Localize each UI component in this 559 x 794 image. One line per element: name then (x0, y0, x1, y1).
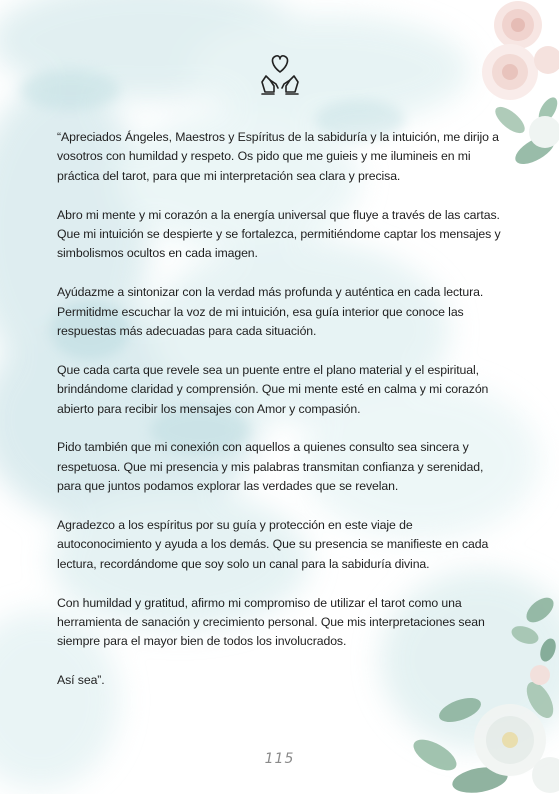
paragraph: Pido también que mi conexión con aquellos a quienes consulto sea sincera y respetuosa. Que mi presencia y mis palabras transmitan confianza y serenidad, para que juntos podamos explorar las verdades que se revelan. (57, 440, 484, 494)
paragraph: Ayúdazme a sintonizar con la verdad más profunda y auténtica en cada lectura. Permitidme escuchar la voz de mi intuición, esa guía interior que conoce las respuestas más adecuadas para cada situación. (57, 285, 484, 339)
paragraph: Con humildad y gratitud, afirmo mi compromiso de utilizar el tarot como una herramienta de sanación y crecimiento personal. Que mis interpretaciones sean siempre para el mayor bien de todos los involucrados. (57, 595, 485, 649)
paragraph: Que cada carta que revele sea un puente entre el plano material y el espiritual, brindándome claridad y comprensión. Que mi mente esté en calma y mi corazón abierto para recibir los mensajes con Amor y compasión. (57, 362, 489, 416)
prayer-text (57, 128, 505, 710)
paragraph: “Apreciados Ángeles, Maestros y Espíritus de la sabiduría y la intuición, me dirijo a vosotros con humildad y respeto. Os pido que me guieis y me ilumineis en mi práctica del tarot, para que mi interpretación sea clara y precisa. (57, 130, 499, 183)
heart-in-hands-icon (256, 50, 304, 98)
page-number: 115 (264, 751, 295, 767)
paragraph: Así sea”. (57, 673, 105, 688)
paragraph: Abro mi mente y mi corazón a la energía universal que fluye a través de las cartas. Que mi intuición se despierte y se fortalezca, permitiéndome captar los mensajes y simbolismos ocultos en cada imagen. (57, 207, 501, 261)
paragraph: Agradezco a los espíritus por su guía y protección en este viaje de autoconocimiento y ayuda a los demás. Que su presencia se manifieste en cada lectura, recordándome que soy solo un canal para la sabiduría divina. (57, 518, 489, 571)
